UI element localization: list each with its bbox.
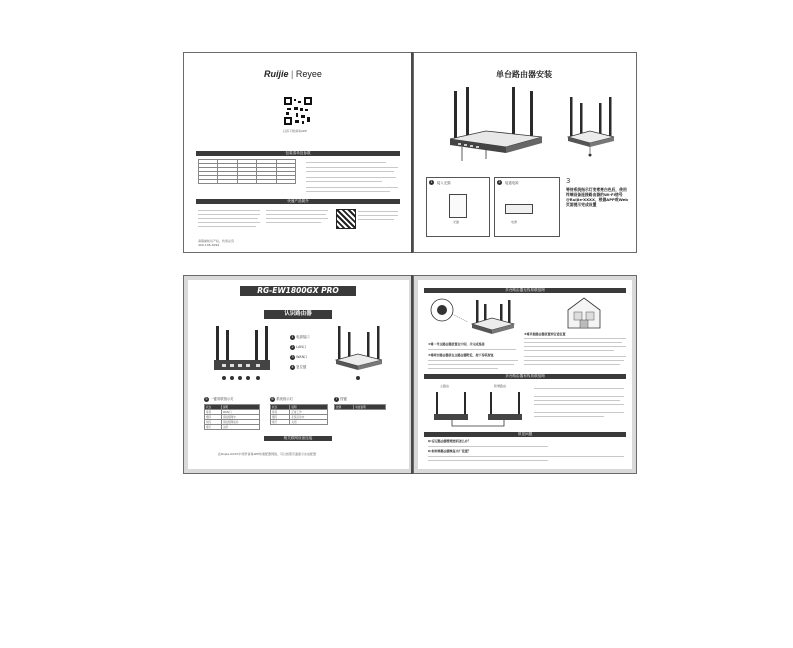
spec-table (198, 159, 296, 184)
button-table: 按键 功能说明 (334, 404, 386, 410)
step2-label: 接通电源 (505, 181, 519, 185)
step1-label: 接入光猫 (437, 181, 451, 185)
port-label-power: 电源接口 (296, 335, 310, 339)
mesh-wireless-illustration (428, 296, 518, 340)
qr-caption: 扫码下载睿易APP (283, 129, 307, 133)
mesh-title-wireless: 多台路由器无线易联组网 (424, 288, 626, 293)
brand-logo: Ruijie | Reyee (264, 69, 322, 79)
power-adapter-icon (505, 204, 533, 214)
small-qr-icon (336, 209, 356, 229)
mesh-step-a: ①将一号主路由器放置在中间，并完成连接 (428, 342, 485, 346)
port-label-reset: 复位键 (296, 365, 307, 369)
model-title: RG-EW1800GX PRO (240, 286, 356, 296)
port-label-lan: LAN口 (296, 345, 307, 349)
mesh-panel (413, 275, 637, 474)
step1-box: 1 接入光猫 光猫 (426, 177, 490, 237)
mesh-step-c: ③将其他路由器放置到合适位置 (524, 332, 566, 336)
brand-ruijie: Ruijie (264, 69, 289, 79)
mesh-step-b: ②将两台路由器放在主路由器附近，按下易联按钮 (428, 353, 494, 357)
bottom-section-text: 在Ruijie-XXXX中使用睿易APP快速配置网络，可以按照页面提示完成配置 (218, 452, 317, 456)
section-title-quick: 快速产品简介 (196, 199, 400, 204)
product-subtitle: 认识路由器 (264, 310, 332, 319)
led-table-2: 状态 说明 常亮 正常工作 慢闪 系统启动中 熄灭 关闭 (270, 404, 328, 425)
led-sec2-title: 6 系统指示灯 (271, 397, 294, 401)
mesh-house-illustration (564, 296, 604, 330)
router-front-illustration (566, 97, 616, 159)
router-back-illustration (212, 326, 272, 384)
brand-reyee: Reyee (295, 69, 322, 79)
port-legend: 1 电源接口 2 LAN口 3 WAN口 4 复位键 (291, 335, 310, 369)
bottom-section-title: 相关联网设备连接 (264, 436, 332, 441)
port-label-wan: WAN口 (296, 355, 308, 359)
router-side-illustration (334, 326, 384, 384)
led-sec1-title: 5 一键易联指示灯 (205, 397, 234, 401)
step3-text: 等待系统指示灯变常亮白色后，使用终端设备连接路由器的Wi-Fi信号 @Ruijie-XXXX，根据APP或Web页面提示完成设置 (566, 187, 628, 207)
step2-box: 2 接通电源 电源 (494, 177, 560, 237)
led-table-1: 状态 说明 常亮 WAN口 慢闪 连接组网中 快闪 连接组网成功 熄灭 关闭 (204, 404, 260, 430)
faq-question-1: Q:忘记路由器管理密码怎么办？ (428, 439, 471, 443)
section-title-package: 包装清单及参数 (196, 151, 400, 156)
cover-panel (183, 52, 414, 253)
mesh-title-wired: 多台路由器有线易联组网 (424, 374, 626, 379)
install-title: 单台路由器安装 (496, 70, 552, 79)
wired-label-new: 新增路由 (494, 384, 507, 388)
power-label: 电源 (511, 220, 518, 224)
footer-phone: 400-106-4099 (198, 243, 220, 247)
wired-label-main: 主路由 (440, 384, 450, 388)
modem-icon (449, 194, 467, 218)
step3-block (566, 177, 630, 237)
qr-code-icon (284, 97, 312, 125)
footer-note: 请尊重知识产权，仿冒必究 (198, 239, 235, 243)
product-panel (183, 275, 414, 474)
modem-label: 光猫 (453, 220, 460, 224)
router-install-illustration (446, 87, 546, 165)
step3-number: 3 (566, 177, 571, 185)
install-panel (413, 52, 637, 253)
faq-question-2: Q:如何将路由器恢复出厂设置？ (428, 449, 471, 453)
button-sec-title: 7 按键 (335, 397, 347, 401)
mesh-wired-illustration (428, 382, 528, 430)
mesh-title-faq: 常见问题 (424, 432, 626, 437)
